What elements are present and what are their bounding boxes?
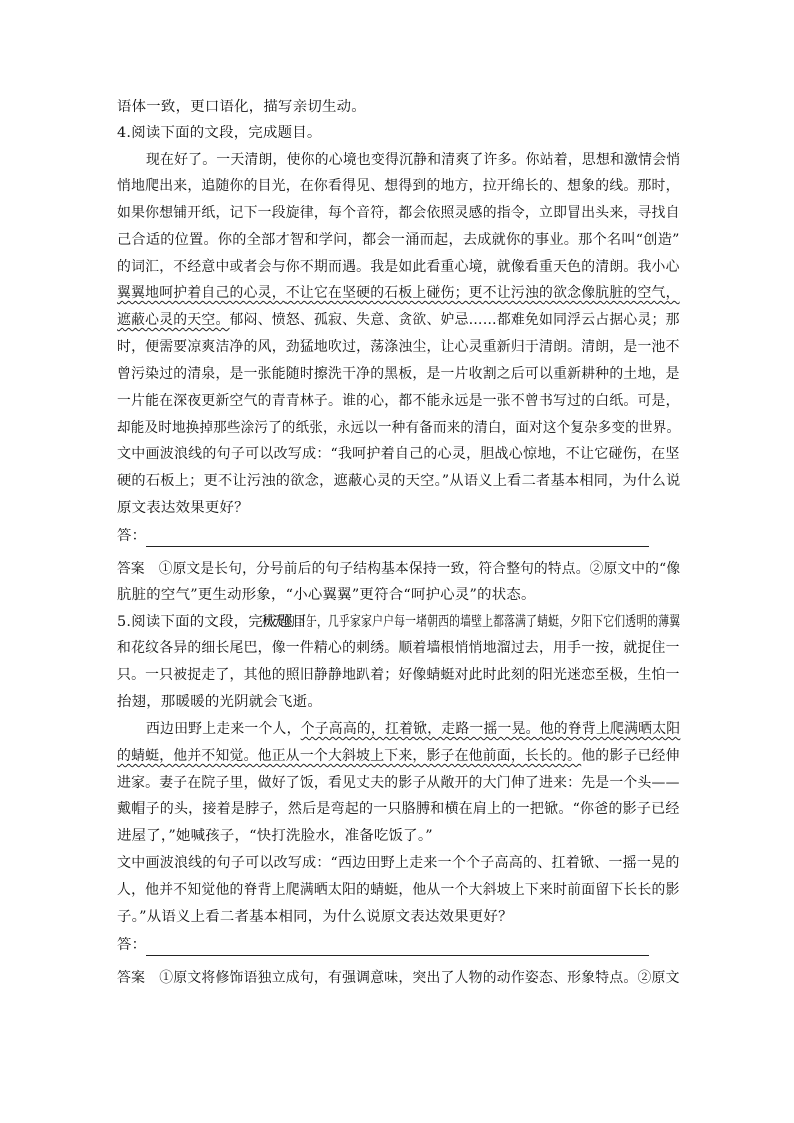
passage-4-line: 一片能在深夜更新空气的青青林子。谁的心，都不能永远是一张不曾书写过的白纸。可是，: [117, 393, 680, 409]
passage-5-line: [146, 719, 680, 739]
answer-5-line: 答案 ①原文将修饰语独立成句，有强调意味，突出了人物的动作姿态、形象特点。②原文: [117, 970, 680, 986]
passage-4-line: 却能及时地换掉那些涂污了的纸张，永远以一种有备而来的清白，面对这个复杂多变的世界。: [117, 420, 681, 436]
passage-5-line: 秋天的下午，几乎家家户户每一堵朝西的墙壁上都落满了蜻蜓，夕阳下它们透明的薄翼: [262, 614, 681, 630]
question-5-heading: 5.阅读下面的文段，完成题目。: [117, 614, 322, 630]
passage-5-line: 戴帽子的头，接着是脖子，然后是弯起的一只胳膊和横在肩上的一把锨。“你爸的影子已经: [117, 801, 680, 817]
passage-4-line: 时，便需要凉爽洁净的风，劲猛地吹过，荡涤浊尘，让心灵重新归于清朗。清朗，是一池不: [117, 339, 680, 355]
answer-4-line: 肮脏的空气”更生动形象，“小心翼翼”更符合“呵护心灵”的状态。: [117, 587, 536, 603]
passage-4-line: 的词汇，不经意中或者会与你不期而遇。我是如此看重心境，就像看重天色的清朗。我小心: [117, 259, 680, 275]
wavy-underlined-text: 个子高高的，扛着锨，走路一摇一晃。他的脊背上爬满晒太阳: [300, 721, 681, 737]
plain-text: 郁闷、愤怒、孤寂、失意、贪欲、妒忌……都难免如同浮云占据心灵；那: [229, 312, 680, 328]
text-line: 语体一致，更口语化，描写亲切生动。: [117, 99, 366, 115]
passage-4-line: [117, 283, 680, 303]
passage-5-line: 进家。妻子在院子里，做好了饭，看见丈夫的影子从敞开的大门伸了进来：先是一个头——: [117, 775, 680, 791]
wavy-underlined-text: 的蜻蜓，他并不知觉。他正从一个大斜坡上下来，影子在他前面，长长的。: [117, 748, 582, 764]
plain-text: 他的影子已经伸: [581, 748, 680, 764]
answer-blank-line[interactable]: [146, 546, 649, 547]
wavy-underlined-text: 翼翼地呵护着自己的心灵，: [117, 285, 286, 301]
passage-4-line: 悄地爬出来，追随你的目光，在你看得见、想得到的地方，拉开绵长的、想象的线。那时，: [117, 178, 680, 194]
passage-5-line: 抬翅，那暖暖的光阴就会飞逝。: [117, 694, 322, 710]
question-5-prompt: 人，他并不知觉他的脊背上爬满晒太阳的蜻蜓，他从一个大斜坡上下来时前面留下长长的影: [117, 882, 680, 898]
wavy-underlined-text: 不让它在坚硬的石板上碰伤；更不让污浊的欲念像肮脏的空气，: [285, 285, 680, 301]
passage-4-line: 现在好了。一天清朗，使你的心境也变得沉静和清爽了许多。你站着，思想和激情会悄: [146, 152, 681, 168]
question-4-heading: 4.阅读下面的文段，完成题目。: [117, 125, 322, 141]
passage-4-line: [117, 310, 680, 330]
answer-4-line: 答案 ①原文是长句，分号前后的句子结构基本保持一致，符合整句的特点。②原文中的“像: [117, 561, 681, 577]
passage-4-line: 如果你想铺开纸，记下一段旋律，每个音符，都会依照灵感的指令，立即冒出头来，寻找自: [117, 205, 680, 221]
question-4-prompt: 硬的石板上；更不让污浊的欲念，遮蔽心灵的天空。”从语义上看二者基本相同，为什么说: [117, 473, 681, 489]
passage-5-line: 和花纹各异的细长尾巴，像一件精心的刺绣。顺着墙根悄悄地溜过去，用手一按，就捉住一: [117, 640, 680, 656]
question-5-prompt: 文中画波浪线的句子可以改写成：“西边田野上走来一个个子高高的、扛着锨、一摇一晃的: [117, 855, 680, 871]
question-5-prompt: 子。”从语义上看二者基本相同，为什么说原文表达效果更好？: [117, 909, 513, 925]
question-4-prompt: 文中画波浪线的句子可以改写成：“我呵护着自己的心灵，胆战心惊地，不让它碰伤，在坚: [117, 446, 680, 462]
passage-4-line: 曾污染过的清泉，是一张能随时擦洗干净的黑板，是一片收割之后可以重新耕种的土地，是: [117, 366, 680, 382]
wavy-underlined-text: 遮蔽心灵的天空。: [117, 312, 230, 328]
passage-5-line: [117, 746, 680, 766]
answer-label: 答：: [117, 528, 147, 544]
passage-5-line: 进屋了，”她喊孩子，“快打洗脸水，准备吃饭了。”: [117, 828, 433, 844]
answer-label: 答：: [117, 937, 147, 953]
answer-blank-line[interactable]: [146, 955, 649, 956]
question-4-prompt: 原文表达效果更好？: [117, 500, 249, 516]
plain-text: 西边田野上走来一个人，: [146, 721, 301, 737]
passage-5-line: 只。一只被捉走了，其他的照旧静静地趴着；好像蜻蜓对此时此刻的阳光迷恋至极，生怕一: [117, 667, 680, 683]
passage-4-line: 己合适的位置。你的全部才智和学问，都会一涌而起，去成就你的事业。那个名叫“创造”: [117, 232, 680, 248]
